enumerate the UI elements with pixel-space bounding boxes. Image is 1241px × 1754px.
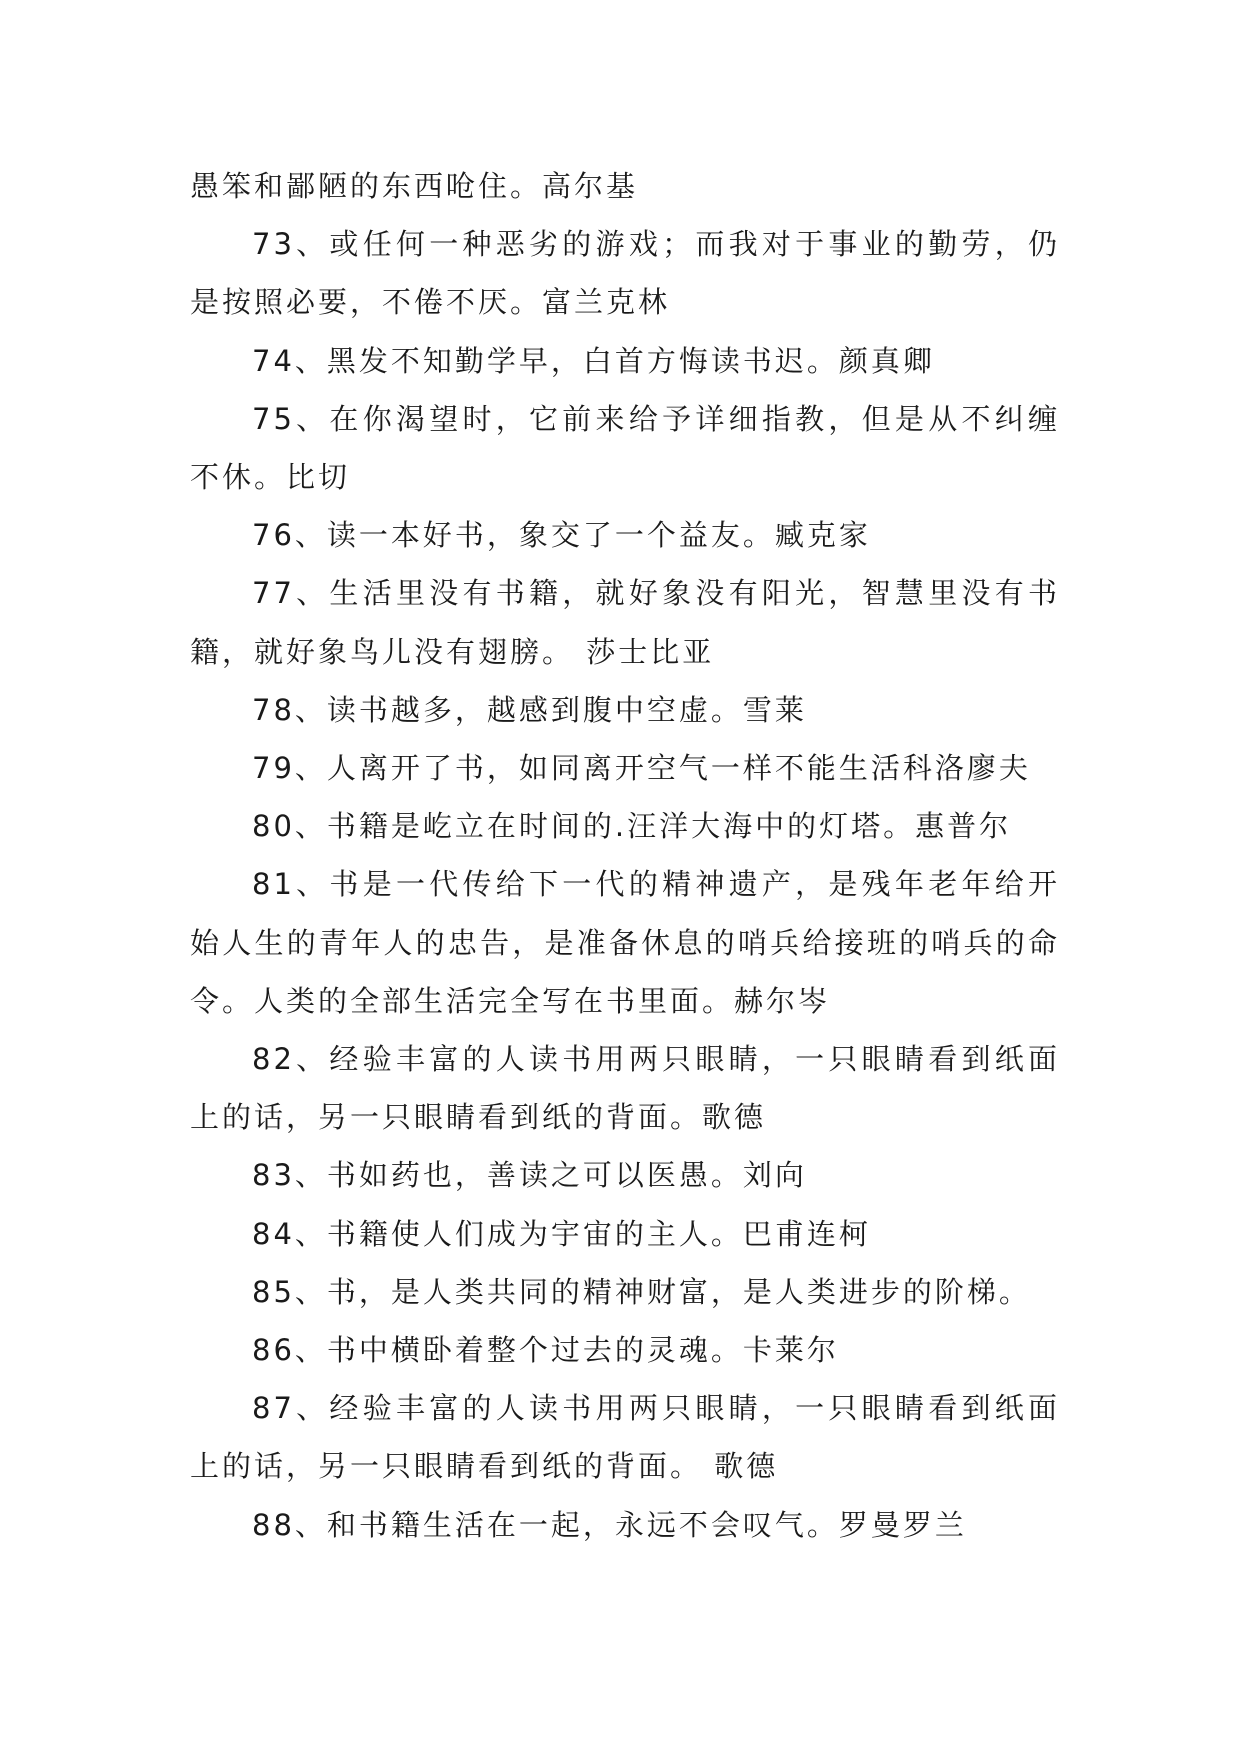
quote-87: 87、经验丰富的人读书用两只眼睛，一只眼睛看到纸面上的话，另一只眼睛看到纸的背面。 歌德	[190, 1391, 1060, 1484]
quote-74: 74、黑发不知勤学早，白首方悔读书迟。颜真卿	[252, 343, 935, 378]
paragraph-continuation: 愚笨和鄙陋的东西呛住。高尔基	[190, 169, 639, 203]
quote-78: 78、读书越多，越感到腹中空虚。雪莱	[252, 692, 807, 727]
quote-list	[190, 157, 1060, 1554]
quote-88: 88、和书籍生活在一起，永远不会叹气。罗曼罗兰	[252, 1507, 967, 1542]
quote-79: 79、人离开了书，如同离开空气一样不能生活科洛廖夫	[252, 751, 1031, 786]
quote-80: 80、书籍是屹立在时间的.汪洋大海中的灯塔。惠普尔	[252, 809, 1012, 844]
quote-77: 77、生活里没有书籍，就好象没有阳光，智慧里没有书籍，就好象鸟儿没有翅膀。 莎士比亚	[190, 576, 1060, 669]
quote-84: 84、书籍使人们成为宇宙的主人。巴甫连柯	[252, 1216, 871, 1251]
quote-75: 75、在你渴望时，它前来给予详细指教，但是从不纠缠不休。比切	[190, 401, 1060, 495]
quote-86: 86、书中横卧着整个过去的灵魂。卡莱尔	[252, 1333, 839, 1368]
quote-83: 83、书如药也，善读之可以医愚。刘向	[252, 1158, 807, 1193]
quote-73: 73、或任何一种恶劣的游戏；而我对于事业的勤劳，仍是按照必要，不倦不厌。富兰克林	[190, 227, 1060, 320]
quote-82: 82、经验丰富的人读书用两只眼睛，一只眼睛看到纸面上的话，另一只眼睛看到纸的背面。歌德	[190, 1042, 1060, 1135]
quote-76: 76、读一本好书，象交了一个益友。臧克家	[252, 518, 871, 553]
quote-81: 81、书是一代传给下一代的精神遗产，是残年老年给开始人生的青年人的忠告，是准备休息的哨兵给接班的哨兵的命令。人类的全部生活完全写在书里面。赫尔岑	[190, 867, 1060, 1018]
quote-85: 85、书，是人类共同的精神财富，是人类进步的阶梯。	[252, 1274, 1031, 1309]
